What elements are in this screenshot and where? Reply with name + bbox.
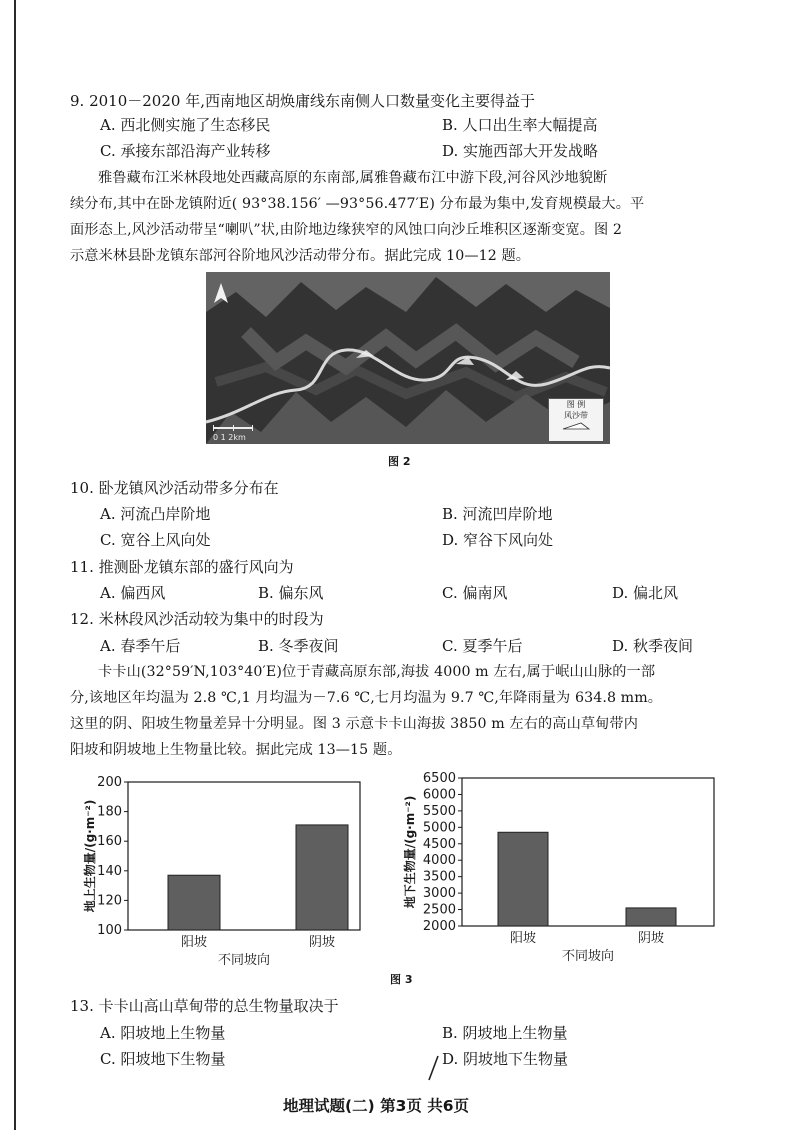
chart1-ytick-label: 140 xyxy=(97,863,122,879)
chart2-ytick-label: 3500 xyxy=(422,869,456,885)
q10-option-b: B. 河流凹岸阶地 xyxy=(442,505,553,523)
chart1-xlabel: 不同坡向 xyxy=(217,953,271,968)
passage1-line-3: 面形态上,风沙活动带呈“喇叭”状,由阶地边缘狭窄的风蚀口向沙丘堆积区逐渐变宽。图 2 xyxy=(70,222,623,238)
chart1-category-label: 阳坡 xyxy=(180,935,208,950)
belowground-biomass-chart xyxy=(400,770,730,964)
passage2-line-4: 阳坡和阴坡地上生物量比较。据此完成 13—15 题。 xyxy=(70,742,402,758)
chart2-ytick-label: 3000 xyxy=(422,886,456,902)
chart1-ytick-label: 100 xyxy=(97,923,122,938)
aboveground-biomass-chart xyxy=(80,770,380,968)
chart1-category-label: 阴坡 xyxy=(308,935,336,950)
legend-title: 图 例 xyxy=(566,400,586,409)
q11-option-c: C. 偏南风 xyxy=(442,584,508,602)
q12-option-b: B. 冬季夜间 xyxy=(258,637,339,655)
chart2-category-label: 阴坡 xyxy=(637,931,665,946)
q10-option-a: A. 河流凸岸阶地 xyxy=(100,505,211,523)
chart2-ytick-label: 4000 xyxy=(422,853,456,869)
q13-option-c: C. 阳坡地下生物量 xyxy=(100,1050,226,1068)
chart2-ytick-label: 5500 xyxy=(422,803,456,819)
chart1-ytick-label: 200 xyxy=(97,775,122,790)
passage2-line-2: 分,该地区年均温为 2.8 ℃,1 月均温为－7.6 ℃,七月均温为 9.7 ℃,年降雨量为 634.8 mm。 xyxy=(70,690,663,706)
q11-option-b: B. 偏东风 xyxy=(258,584,324,602)
q12-option-c: C. 夏季午后 xyxy=(442,637,523,655)
chart2-ytick-label: 2500 xyxy=(422,902,456,918)
chart2-ytick-label: 2000 xyxy=(422,919,456,934)
chart1-ytick-label: 120 xyxy=(97,893,122,909)
page-footer: 地理试题(二) 第3页 共6页 xyxy=(283,1097,470,1115)
passage1-line-4: 示意米林县卧龙镇东部河谷阶地风沙活动带分布。据此完成 10—12 题。 xyxy=(70,248,531,264)
q13-stem: 13. 卡卡山高山草甸带的总生物量取决于 xyxy=(70,997,339,1015)
legend-sand-band-icon xyxy=(561,421,591,431)
q10-option-d: D. 窄谷下风向处 xyxy=(442,531,554,549)
q9-stem: 9. 2010－2020 年,西南地区胡焕庸线东南侧人口数量变化主要得益于 xyxy=(70,92,535,110)
chart2-bar xyxy=(498,832,548,926)
map-scale-bar xyxy=(213,424,255,442)
q11-option-d: D. 偏北风 xyxy=(612,584,679,602)
chart2-ytick-label: 6500 xyxy=(422,771,456,786)
passage2-line-3: 这里的阴、阳坡生物量差异十分明显。图 3 示意卡卡山海拔 3850 m 左右的高山草甸带内 xyxy=(70,716,639,732)
chart2-bar xyxy=(626,908,676,926)
passage1-line-2: 续分布,其中在卧龙镇附近( 93°38.156′ —93°56.477′E) 分布最为集中,发育规模最大。平 xyxy=(70,196,645,212)
q9-option-c: C. 承接东部沿海产业转移 xyxy=(100,142,271,160)
chart2-category-label: 阳坡 xyxy=(509,931,537,946)
legend-item-label: 风沙带 xyxy=(564,411,588,420)
page-edge-line xyxy=(14,0,16,1130)
map-scale-text: 0 1 2km xyxy=(213,433,246,442)
q9-option-b: B. 人口出生率大幅提高 xyxy=(442,116,598,134)
pen-stroke-mark xyxy=(426,1052,442,1086)
chart1-bar xyxy=(168,875,220,930)
chart1-ytick-label: 180 xyxy=(97,804,122,820)
chart2-ytick-label: 6000 xyxy=(422,787,456,803)
chart2-xlabel: 不同坡向 xyxy=(561,949,615,964)
q13-option-a: A. 阳坡地上生物量 xyxy=(100,1024,226,1042)
figure3-caption: 图 3 xyxy=(390,973,413,986)
q9-option-a: A. 西北侧实施了生态移民 xyxy=(100,116,271,134)
passage1-line-1: 雅鲁藏布江米林段地处西藏高原的东南部,属雅鲁藏布江中游下段,河谷风沙地貌断 xyxy=(98,170,608,186)
north-arrow-icon xyxy=(214,283,228,307)
q12-stem: 12. 米林段风沙活动较为集中的时段为 xyxy=(70,610,324,628)
chart1-ylabel: 地上生物量/(g·m⁻²) xyxy=(83,799,97,913)
chart2-ytick-label: 4500 xyxy=(422,836,456,852)
q13-option-d: D. 阴坡地下生物量 xyxy=(442,1050,569,1068)
chart2-ytick-label: 5000 xyxy=(422,820,456,836)
chart1-bar xyxy=(296,825,348,930)
chart1-ytick-label: 160 xyxy=(97,834,122,850)
q9-option-d: D. 实施西部大开发战略 xyxy=(442,142,599,160)
q11-option-a: A. 偏西风 xyxy=(100,584,166,602)
chart2-ylabel: 地下生物量/(g·m⁻²) xyxy=(403,795,417,909)
q10-stem: 10. 卧龙镇风沙活动带多分布在 xyxy=(70,479,279,497)
figure2-caption: 图 2 xyxy=(388,455,411,468)
q10-option-c: C. 宽谷上风向处 xyxy=(100,531,211,549)
q11-stem: 11. 推测卧龙镇东部的盛行风向为 xyxy=(70,558,294,576)
q13-option-b: B. 阴坡地上生物量 xyxy=(442,1024,568,1042)
map-legend xyxy=(548,398,604,442)
q12-option-a: A. 春季午后 xyxy=(100,637,181,655)
passage2-line-1: 卡卡山(32°59′N,103°40′E)位于青藏高原东部,海拔 4000 m 左右,属于岷山山脉的一部 xyxy=(98,664,656,680)
q12-option-d: D. 秋季夜间 xyxy=(612,637,694,655)
